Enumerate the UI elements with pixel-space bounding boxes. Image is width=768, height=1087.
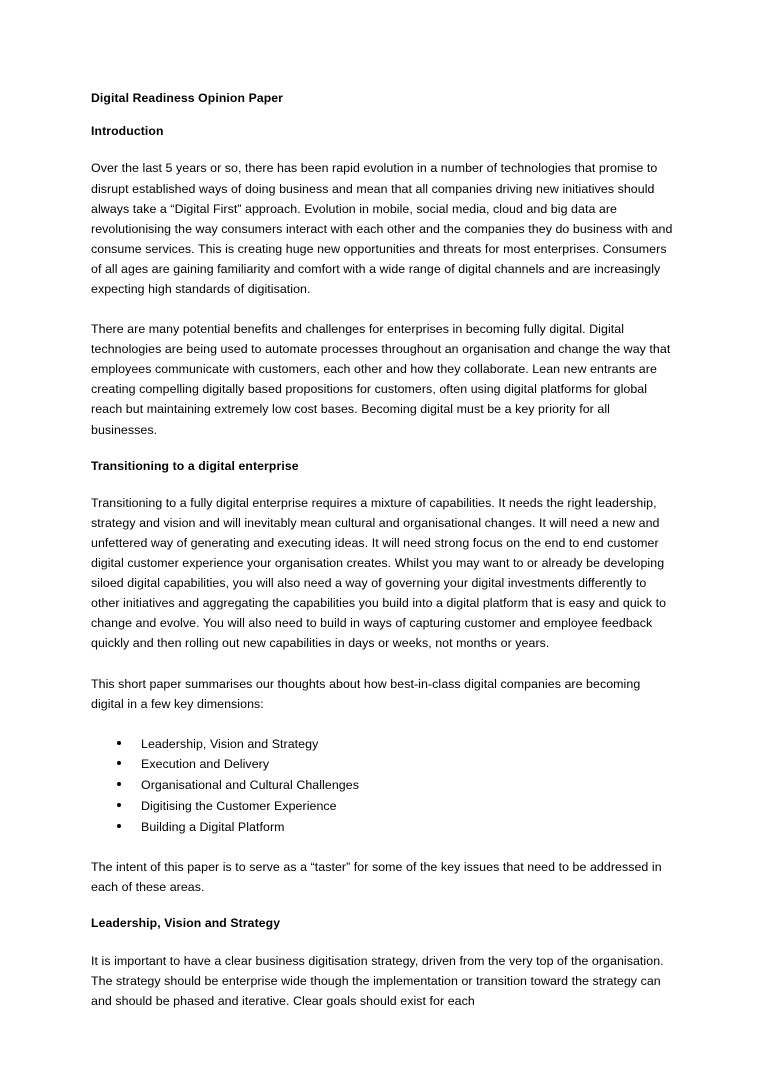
paragraph-transitioning-1	[91, 493, 674, 654]
paragraph-text: Over the last 5 years or so, there has been rapid evolution in a number of technologies that promise to disrupt established ways of doing business and mean that all companies driving new initiatives should always take a “Digital First” approach. Evolution in mobile, social media, cloud and big data are revolutionising the way consumers interact with each other and the companies they do business with and consume services. This is creating huge new opportunities and threats for most enterprises. Consumers of all ages are gaining familiarity and comfort with a wide range of digital channels and are increasingly expecting high standards of digitisation.	[91, 161, 673, 296]
heading-transitioning-to-a-digital-enterprise: Transitioning to a digital enterprise	[91, 458, 299, 473]
section-heading-leadership	[91, 917, 674, 929]
bullet-dot-icon	[117, 782, 121, 786]
paragraph-text: The intent of this paper is to serve as a “taster” for some of the key issues that need to be addressed in each of these areas.	[91, 860, 662, 895]
heading-introduction: Introduction	[91, 124, 164, 139]
list-item	[91, 817, 674, 838]
paragraph-text: It is important to have a clear business digitisation strategy, driven from the very top of the organisation. The strategy should be enterprise wide though the implementation or transition toward the strategy can and should be phased and iterative. Clear goals should exist for each	[91, 953, 664, 1008]
paragraph-text: Transitioning to a fully digital enterprise requires a mixture of capabilities. It needs the right leadership, strategy and vision and will inevitably mean cultural and organisational changes. It will need a new and unfettered way of generating and executing ideas. It will need strong focus on the end to end customer digital customer experience your organisation creates. Whilst you may want to or already be developing siloed digital capabilities, you will also need a way of governing your digital investments differently to other initiatives and aggregating the capabilities you build into a digital platform that is easy and quick to change and evolve. You will also need to build in ways of capturing customer and employee feedback quickly and then rolling out new capabilities in days or weeks, not months or years.	[91, 495, 667, 651]
document-body	[91, 92, 674, 1031]
list-item-label: Leadership, Vision and Strategy	[141, 736, 319, 751]
paragraph-intent	[91, 857, 674, 897]
paragraph-leadership-1	[91, 951, 674, 1011]
list-item-label: Building a Digital Platform	[141, 819, 285, 834]
paragraph-text: This short paper summarises our thoughts about how best-in-class digital companies are becoming digital in a few key dimensions:	[91, 676, 641, 711]
list-item	[91, 775, 674, 796]
dimensions-list	[91, 734, 674, 838]
paragraph-intro-2	[91, 319, 674, 440]
list-item-label: Execution and Delivery	[141, 757, 270, 772]
bullet-dot-icon	[117, 741, 121, 745]
document-title-block	[91, 92, 674, 104]
bullet-dot-icon	[117, 803, 121, 807]
list-item	[91, 734, 674, 755]
section-heading-introduction	[91, 125, 674, 137]
bullet-dot-icon	[117, 824, 121, 828]
bullet-dot-icon	[117, 761, 121, 765]
list-item-label: Digitising the Customer Experience	[141, 798, 337, 813]
list-item-label: Organisational and Cultural Challenges	[141, 778, 359, 793]
heading-leadership-vision-and-strategy: Leadership, Vision and Strategy	[91, 916, 281, 931]
paragraph-transitioning-2	[91, 674, 674, 714]
paragraph-text: There are many potential benefits and challenges for enterprises in becoming fully digital. Digital technologies are being used to automate processes throughout an organisation and change the way that employees communicate with customers, each other and how they collaborate. Lean new entrants are creating compelling digitally based propositions for customers, often using digital platforms for global reach but maintaining extremely low cost bases. Becoming digital must be a key priority for all businesses.	[91, 322, 671, 437]
page-title: Digital Readiness Opinion Paper	[91, 91, 284, 105]
list-item	[91, 796, 674, 817]
list-item	[91, 754, 674, 775]
paragraph-intro-1	[91, 158, 674, 299]
section-heading-transitioning	[91, 460, 674, 472]
